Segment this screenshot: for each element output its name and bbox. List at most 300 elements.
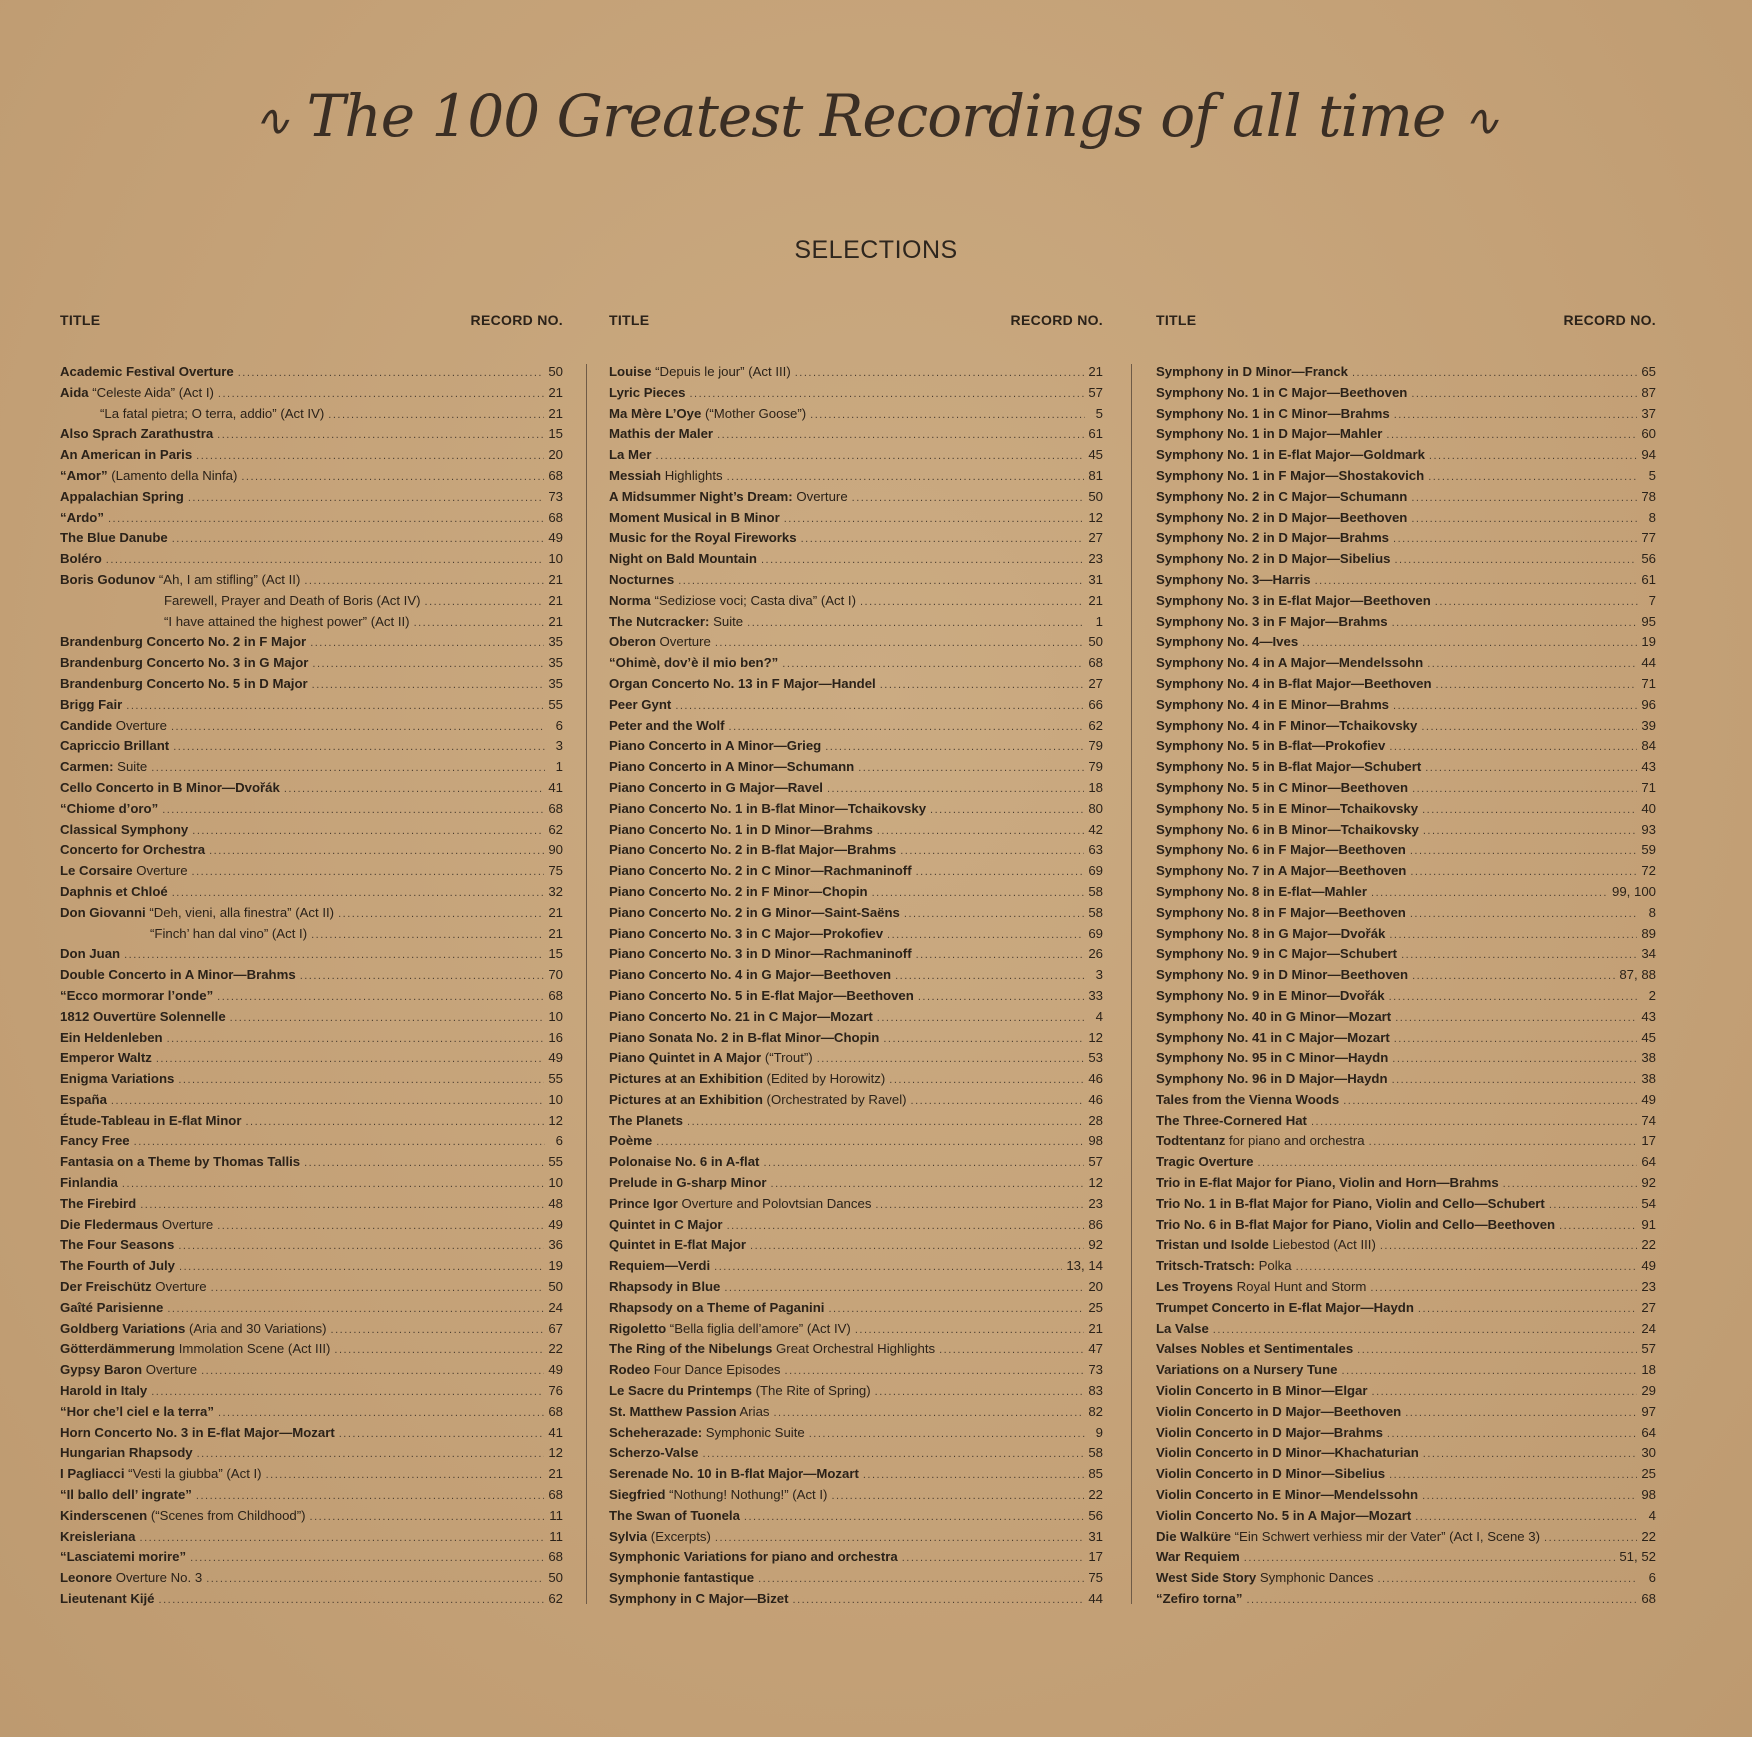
record-number: 48 bbox=[548, 1195, 563, 1211]
list-item bbox=[1156, 778, 1656, 799]
work-name: Rhapsody in Blue bbox=[609, 1279, 721, 1295]
list-item bbox=[60, 1381, 563, 1402]
work-name: Symphony No. 1 in E-flat Major—Goldmark bbox=[1156, 447, 1425, 463]
work-name: Symphony No. 9 in E Minor—Dvořák bbox=[1156, 987, 1385, 1003]
list-item bbox=[60, 674, 563, 695]
selection-title bbox=[1156, 1069, 1388, 1090]
list-item bbox=[609, 924, 1103, 945]
selection-title bbox=[164, 612, 410, 633]
list-item bbox=[60, 612, 563, 633]
dot-leader bbox=[179, 1257, 544, 1278]
work-name: Symphony No. 3—Harris bbox=[1156, 571, 1311, 587]
dot-leader bbox=[793, 1590, 1085, 1611]
record-number: 51, 52 bbox=[1619, 1549, 1656, 1565]
list-item bbox=[60, 820, 563, 841]
list-item bbox=[609, 986, 1103, 1007]
selection-title bbox=[609, 528, 797, 549]
list-item bbox=[60, 1298, 563, 1319]
record-number: 31 bbox=[1088, 571, 1103, 587]
work-name: España bbox=[60, 1091, 107, 1107]
list-item bbox=[609, 1443, 1103, 1464]
dot-leader bbox=[310, 633, 544, 654]
work-name: Nocturnes bbox=[609, 571, 675, 587]
list-item bbox=[1156, 1568, 1656, 1589]
record-number: 50 bbox=[1088, 488, 1103, 504]
work-name: Piano Concerto No. 1 in D Minor—Brahms bbox=[609, 821, 873, 837]
dot-leader bbox=[860, 592, 1084, 613]
selection-title bbox=[609, 1527, 711, 1548]
record-number: 21 bbox=[548, 592, 563, 608]
work-name: Der Freischütz bbox=[60, 1279, 152, 1295]
work-name: Symphony No. 6 in F Major—Beethoven bbox=[1156, 842, 1406, 858]
dot-leader bbox=[1410, 841, 1637, 862]
dot-leader bbox=[304, 571, 544, 592]
work-name: Lieutenant Kijé bbox=[60, 1591, 155, 1607]
selection-title bbox=[609, 1547, 898, 1568]
selection-title bbox=[60, 424, 213, 445]
work-detail: Overture bbox=[112, 717, 167, 733]
column-header bbox=[60, 312, 563, 362]
dot-leader bbox=[918, 987, 1085, 1008]
selection-title bbox=[60, 820, 188, 841]
dot-leader bbox=[167, 1029, 545, 1050]
list-item bbox=[60, 778, 563, 799]
dot-leader bbox=[715, 1528, 1084, 1549]
work-name: Piano Concerto No. 2 in G Minor—Saint-Saëns bbox=[609, 904, 900, 920]
dot-leader bbox=[1395, 1008, 1637, 1029]
work-name: Piano Sonata No. 2 in B-flat Minor—Chopin bbox=[609, 1029, 880, 1045]
selection-title bbox=[609, 1235, 746, 1256]
selection-title bbox=[1156, 1506, 1411, 1527]
dot-leader bbox=[717, 425, 1084, 446]
record-number: 21 bbox=[1088, 1320, 1103, 1336]
record-number: 12 bbox=[548, 1445, 563, 1461]
work-name: Boris Godunov bbox=[60, 571, 156, 587]
selection-title bbox=[1156, 445, 1425, 466]
dot-leader bbox=[172, 883, 545, 904]
selection-title bbox=[1156, 1235, 1376, 1256]
record-number: 10 bbox=[548, 1008, 563, 1024]
list-item bbox=[609, 653, 1103, 674]
record-number: 28 bbox=[1088, 1112, 1103, 1128]
work-name: La Valse bbox=[1156, 1320, 1209, 1336]
work-detail: (Orchestrated by Ravel) bbox=[762, 1091, 907, 1107]
record-number: 50 bbox=[548, 1570, 563, 1586]
selection-title bbox=[60, 1111, 241, 1132]
record-number: 12 bbox=[548, 1112, 563, 1128]
column-header bbox=[1156, 312, 1656, 362]
dot-leader bbox=[1213, 1320, 1638, 1341]
selection-title bbox=[1156, 736, 1385, 757]
dot-leader bbox=[715, 633, 1084, 654]
work-name: Le Corsaire bbox=[60, 863, 133, 879]
record-number: 4 bbox=[1648, 1507, 1656, 1523]
selection-title bbox=[609, 1319, 851, 1340]
work-name: Symphony in C Major—Bizet bbox=[609, 1591, 789, 1607]
list-item bbox=[1156, 1485, 1656, 1506]
dot-leader bbox=[1370, 1278, 1637, 1299]
list-item bbox=[1156, 632, 1656, 653]
work-name: Hungarian Rhapsody bbox=[60, 1445, 193, 1461]
list-item bbox=[609, 1423, 1103, 1444]
work-detail: “Celeste Aida” (Act I) bbox=[88, 384, 214, 400]
list-item bbox=[1156, 612, 1656, 633]
work-name: Symphony No. 6 in B Minor—Tchaikovsky bbox=[1156, 821, 1419, 837]
list-item bbox=[60, 695, 563, 716]
record-number: 12 bbox=[1088, 509, 1103, 525]
list-item bbox=[60, 736, 563, 757]
record-number: 65 bbox=[1641, 364, 1656, 379]
work-name: Rodeo bbox=[609, 1362, 651, 1378]
selection-title bbox=[1156, 404, 1390, 425]
record-number: 58 bbox=[1088, 1445, 1103, 1461]
record-number: 54 bbox=[1641, 1195, 1656, 1211]
list-item bbox=[60, 632, 563, 653]
dot-leader bbox=[172, 529, 545, 550]
list-item bbox=[609, 508, 1103, 529]
selection-title bbox=[1156, 1402, 1401, 1423]
dot-leader bbox=[217, 425, 544, 446]
work-detail: Polka bbox=[1254, 1258, 1292, 1274]
dot-leader bbox=[217, 987, 544, 1008]
list-item bbox=[1156, 716, 1656, 737]
dot-leader bbox=[687, 1112, 1084, 1133]
record-number: 58 bbox=[1088, 904, 1103, 920]
record-number: 89 bbox=[1641, 925, 1656, 941]
record-number: 22 bbox=[1088, 1487, 1103, 1503]
record-number: 61 bbox=[1088, 426, 1103, 442]
selection-title bbox=[1156, 570, 1311, 591]
dot-leader bbox=[425, 592, 545, 613]
list-item bbox=[1156, 1527, 1656, 1548]
list-item bbox=[60, 1589, 563, 1610]
list-item bbox=[609, 903, 1103, 924]
work-name: Pictures at an Exhibition bbox=[609, 1071, 763, 1087]
work-name: Symphony No. 2 in D Major—Sibelius bbox=[1156, 551, 1391, 567]
list-item bbox=[609, 549, 1103, 570]
work-detail: Overture bbox=[132, 863, 188, 879]
dot-leader bbox=[1427, 654, 1637, 675]
work-name: Symphony No. 2 in D Major—Brahms bbox=[1156, 530, 1390, 546]
record-number: 19 bbox=[1641, 634, 1656, 650]
list-item bbox=[1156, 1028, 1656, 1049]
record-number: 10 bbox=[548, 551, 563, 567]
dot-leader bbox=[827, 779, 1084, 800]
selection-title bbox=[1156, 840, 1406, 861]
record-number: 21 bbox=[548, 384, 563, 400]
list-item bbox=[609, 1069, 1103, 1090]
record-number: 87 bbox=[1641, 384, 1656, 400]
dot-leader bbox=[1401, 945, 1637, 966]
selection-title bbox=[60, 1547, 186, 1568]
record-number: 21 bbox=[548, 571, 563, 587]
page-logo-title bbox=[0, 82, 1752, 150]
list-item bbox=[60, 1527, 563, 1548]
dot-leader bbox=[312, 675, 545, 696]
dot-leader bbox=[1559, 1216, 1637, 1237]
record-number: 72 bbox=[1641, 863, 1656, 879]
record-number: 22 bbox=[1641, 1237, 1656, 1253]
list-item bbox=[60, 1568, 563, 1589]
selection-title bbox=[1156, 861, 1406, 882]
selection-title bbox=[60, 674, 308, 695]
selection-title bbox=[60, 1215, 213, 1236]
work-name: Violin Concerto No. 5 in A Major—Mozart bbox=[1156, 1507, 1412, 1523]
selection-title bbox=[1156, 944, 1397, 965]
work-name: The Fourth of July bbox=[60, 1258, 176, 1274]
work-detail: Symphonic Dances bbox=[1256, 1570, 1374, 1586]
selection-title bbox=[60, 1007, 226, 1028]
list-item bbox=[1156, 591, 1656, 612]
selection-title bbox=[60, 1173, 118, 1194]
list-item bbox=[60, 383, 563, 404]
dot-leader bbox=[702, 1444, 1084, 1465]
work-name: Messiah bbox=[609, 467, 662, 483]
work-name: Fantasia on a Theme by Thomas Tallis bbox=[60, 1154, 301, 1170]
selection-title bbox=[60, 1339, 330, 1360]
dot-leader bbox=[763, 1153, 1084, 1174]
dot-leader bbox=[930, 800, 1084, 821]
list-item bbox=[1156, 1194, 1656, 1215]
selection-title bbox=[60, 632, 306, 653]
work-name: Brigg Fair bbox=[60, 696, 123, 712]
work-name: Piano Concerto No. 21 in C Major—Mozart bbox=[609, 1008, 873, 1024]
list-item bbox=[609, 1547, 1103, 1568]
record-number: 67 bbox=[548, 1320, 563, 1336]
selection-title bbox=[1156, 1152, 1253, 1173]
list-item bbox=[60, 362, 563, 383]
record-number: 46 bbox=[1088, 1091, 1103, 1107]
dot-leader bbox=[188, 488, 544, 509]
record-number: 45 bbox=[1088, 447, 1103, 463]
selection-title bbox=[609, 882, 868, 903]
list-item bbox=[1156, 1131, 1656, 1152]
list-item bbox=[1156, 882, 1656, 903]
selection-title bbox=[1156, 612, 1388, 633]
dot-leader bbox=[1425, 758, 1637, 779]
work-name: Piano Concerto No. 4 in G Major—Beethoven bbox=[609, 967, 892, 983]
work-name: Symphony No. 5 in B-flat Major—Schubert bbox=[1156, 759, 1422, 775]
list-item bbox=[609, 362, 1103, 383]
selection-title bbox=[60, 1360, 197, 1381]
work-name: War Requiem bbox=[1156, 1549, 1240, 1565]
list-item bbox=[609, 383, 1103, 404]
work-name: Symphony in D Minor—Franck bbox=[1156, 364, 1348, 379]
selection-title bbox=[1156, 1090, 1339, 1111]
record-number: 41 bbox=[548, 1424, 563, 1440]
dot-leader bbox=[831, 1486, 1084, 1507]
work-name: Don Giovanni bbox=[60, 904, 146, 920]
dot-leader bbox=[1377, 1569, 1638, 1590]
record-number: 84 bbox=[1641, 738, 1656, 754]
list-item bbox=[60, 424, 563, 445]
work-name: Peter and the Wolf bbox=[609, 717, 725, 733]
record-number: 24 bbox=[548, 1299, 563, 1315]
selection-title bbox=[609, 1506, 740, 1527]
list-item bbox=[609, 1090, 1103, 1111]
work-name: Candide bbox=[60, 717, 113, 733]
record-number: 50 bbox=[548, 1279, 563, 1295]
work-name: Ein Heldenleben bbox=[60, 1029, 163, 1045]
work-detail: (“Scenes from Childhood”) bbox=[147, 1507, 306, 1523]
dot-leader bbox=[206, 1569, 544, 1590]
work-name: Goldberg Variations bbox=[60, 1320, 186, 1336]
work-name: Quintet in E-flat Major bbox=[609, 1237, 747, 1253]
record-number: 16 bbox=[548, 1029, 563, 1045]
dot-leader bbox=[801, 529, 1085, 550]
work-name: Piano Concerto No. 2 in C Minor—Rachmaninoff bbox=[609, 863, 912, 879]
list-item bbox=[609, 1048, 1103, 1069]
selection-title bbox=[60, 362, 234, 383]
work-detail: “Ein Schwert verhiess mir der Vater” (Act I, Scene 3) bbox=[1231, 1528, 1541, 1544]
list-item bbox=[609, 1111, 1103, 1132]
list-item bbox=[609, 944, 1103, 965]
selection-title bbox=[60, 840, 205, 861]
list-item bbox=[60, 466, 563, 487]
work-detail: Overture bbox=[792, 488, 848, 504]
dot-leader bbox=[916, 945, 1085, 966]
work-name: Piano Concerto No. 2 in F Minor—Chopin bbox=[609, 883, 868, 899]
selection-title bbox=[1156, 716, 1417, 737]
list-item bbox=[1156, 1547, 1656, 1568]
work-name: Gaîté Parisienne bbox=[60, 1299, 164, 1315]
list-item bbox=[1156, 965, 1656, 986]
work-name: Piano Concerto in G Major—Ravel bbox=[609, 779, 823, 795]
list-item bbox=[60, 1173, 563, 1194]
list-item bbox=[60, 1131, 563, 1152]
record-number: 35 bbox=[548, 634, 563, 650]
selection-title bbox=[609, 1007, 873, 1028]
selection-title bbox=[60, 757, 147, 778]
list-item bbox=[609, 1215, 1103, 1236]
selection-title bbox=[609, 1152, 759, 1173]
record-number: 36 bbox=[548, 1237, 563, 1253]
selection-title bbox=[609, 1423, 805, 1444]
record-number: 68 bbox=[1641, 1591, 1656, 1607]
selection-title bbox=[60, 882, 168, 903]
work-name: Polonaise No. 6 in A-flat bbox=[609, 1154, 760, 1170]
selection-title bbox=[1156, 508, 1407, 529]
selection-title bbox=[60, 1028, 163, 1049]
list-item bbox=[1156, 861, 1656, 882]
list-item bbox=[609, 1173, 1103, 1194]
selection-title bbox=[60, 528, 168, 549]
dot-leader bbox=[192, 821, 544, 842]
list-item bbox=[1156, 653, 1656, 674]
dot-leader bbox=[266, 1465, 545, 1486]
list-item bbox=[60, 1319, 563, 1340]
work-name: Cello Concerto in B Minor—Dvořák bbox=[60, 779, 280, 795]
work-name: La Mer bbox=[609, 447, 652, 463]
list-item bbox=[1156, 1298, 1656, 1319]
work-name: Symphony No. 41 in C Major—Mozart bbox=[1156, 1029, 1390, 1045]
work-name: The Planets bbox=[609, 1112, 684, 1128]
selection-title bbox=[609, 1443, 698, 1464]
dot-leader bbox=[196, 1486, 544, 1507]
record-number: 73 bbox=[548, 488, 563, 504]
list-item bbox=[60, 716, 563, 737]
record-number: 21 bbox=[548, 1466, 563, 1482]
dot-leader bbox=[111, 1091, 544, 1112]
dot-leader bbox=[140, 1195, 544, 1216]
dot-leader bbox=[785, 1361, 1085, 1382]
selection-title bbox=[609, 362, 791, 383]
dot-leader bbox=[241, 467, 544, 488]
work-name: Double Concerto in A Minor—Brahms bbox=[60, 967, 296, 983]
work-detail: Farewell, Prayer and Death of Boris (Act IV) bbox=[164, 592, 421, 608]
dot-leader bbox=[858, 758, 1084, 779]
list-item bbox=[609, 861, 1103, 882]
selection-title bbox=[1156, 1215, 1555, 1236]
record-number: 57 bbox=[1088, 384, 1103, 400]
list-item bbox=[60, 487, 563, 508]
selection-title bbox=[609, 1277, 720, 1298]
dot-leader bbox=[784, 509, 1085, 530]
record-number: 69 bbox=[1088, 925, 1103, 941]
record-number: 98 bbox=[1088, 1133, 1103, 1149]
record-number: 35 bbox=[548, 655, 563, 671]
dot-leader bbox=[855, 1320, 1085, 1341]
dot-leader bbox=[1422, 800, 1637, 821]
selection-title bbox=[60, 383, 214, 404]
record-number: 91 bbox=[1641, 1216, 1656, 1232]
record-number: 92 bbox=[1088, 1237, 1103, 1253]
work-name: Poème bbox=[609, 1133, 653, 1149]
selection-title bbox=[1156, 924, 1385, 945]
work-name: Fancy Free bbox=[60, 1133, 130, 1149]
record-number: 69 bbox=[1088, 863, 1103, 879]
selection-title bbox=[60, 1506, 306, 1527]
dot-leader bbox=[171, 717, 545, 738]
record-number: 15 bbox=[548, 426, 563, 442]
work-name: St. Matthew Passion bbox=[609, 1403, 737, 1419]
selection-title bbox=[609, 861, 912, 882]
selection-title bbox=[60, 799, 158, 820]
record-number: 97 bbox=[1641, 1403, 1656, 1419]
work-detail: Symphonic Suite bbox=[702, 1424, 805, 1440]
column-divider bbox=[1131, 364, 1132, 1604]
selection-title bbox=[1156, 1547, 1240, 1568]
record-number: 21 bbox=[548, 613, 563, 629]
selection-title bbox=[1156, 362, 1348, 383]
record-number: 43 bbox=[1641, 1008, 1656, 1024]
list-item bbox=[1156, 404, 1656, 425]
selection-title bbox=[609, 1194, 871, 1215]
work-name: Mathis der Maler bbox=[609, 426, 714, 442]
record-number: 3 bbox=[555, 738, 563, 754]
dot-leader bbox=[1436, 675, 1638, 696]
dot-leader bbox=[238, 363, 545, 384]
work-name: Norma bbox=[609, 592, 651, 608]
selection-title bbox=[609, 1090, 907, 1111]
work-name: Piano Concerto in A Minor—Schumann bbox=[609, 759, 855, 775]
dot-leader bbox=[173, 737, 545, 758]
record-number: 46 bbox=[1088, 1071, 1103, 1087]
dot-leader bbox=[883, 1029, 1084, 1050]
work-name: “Zefiro torna” bbox=[1156, 1591, 1243, 1607]
selection-title bbox=[609, 612, 743, 633]
dot-leader bbox=[140, 1528, 545, 1549]
work-name: Prelude in G-sharp Minor bbox=[609, 1175, 767, 1191]
work-detail: Highlights bbox=[661, 467, 723, 483]
dot-leader bbox=[159, 1590, 545, 1611]
selection-title bbox=[60, 1256, 175, 1277]
dot-leader bbox=[1244, 1548, 1616, 1569]
selection-title bbox=[1156, 695, 1389, 716]
dot-leader bbox=[911, 1091, 1085, 1112]
record-number: 21 bbox=[548, 925, 563, 941]
list-item bbox=[1156, 508, 1656, 529]
